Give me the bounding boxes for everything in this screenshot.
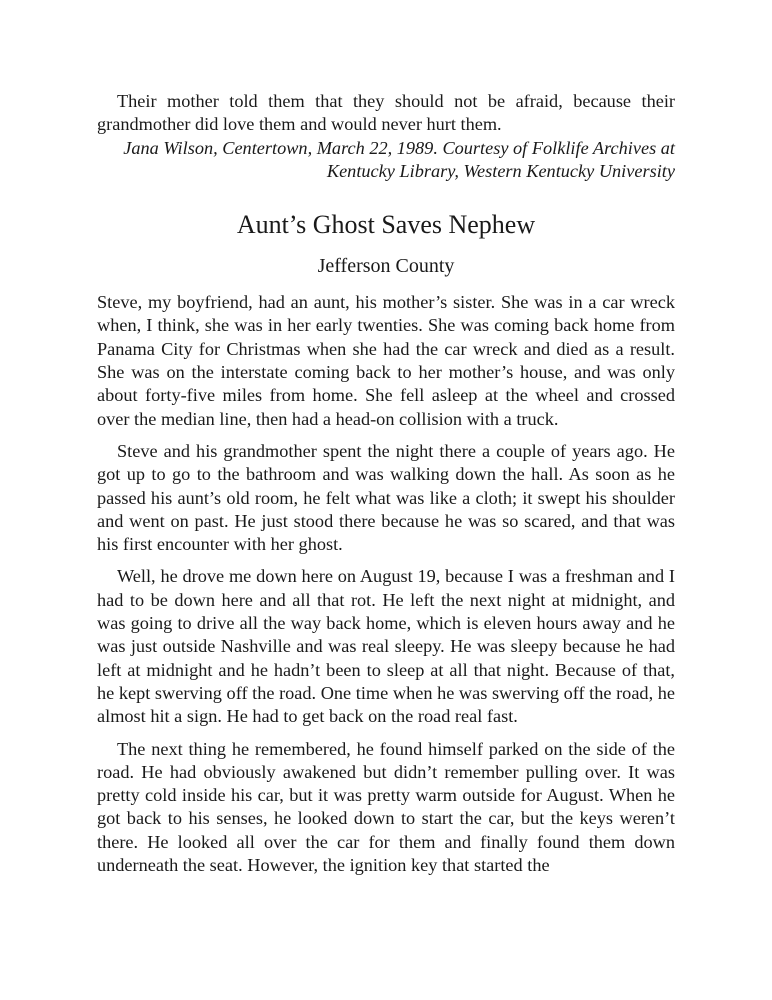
previous-story-closing-paragraph: Their mother told them that they should not be afraid, because their grandmother did love them and would never hurt them.	[97, 91, 675, 135]
story-paragraph: Well, he drove me down here on August 19, because I was a freshman and I had to be down here and all that rot. He left the next night at midnight, and was going to drive all the way back home, which is eleven hours away and he was just outside Nashville and was real sleepy. He was sleepy because he had left at midnight and he hadn’t been to sleep at all that night. Because of that, he kept swerving off the road. One time when he was swerving off the road, he almost hit a sign. He had to get back on the road real fast.	[97, 566, 675, 727]
attribution-line: Jana Wilson, Centertown, March 22, 1989. Courtesy of Folklife Archives at	[123, 137, 675, 158]
attribution-line: Kentucky Library, Western Kentucky University	[326, 160, 675, 181]
story-paragraph: Steve and his grandmother spent the night there a couple of years ago. He got up to go to the bathroom and was walking down the hall. As soon as he passed his aunt’s old room, he felt what was like a cloth; it swept his shoulder and went on past. He just stood there because he was so scared, and that was his first encounter with her ghost.	[97, 440, 675, 555]
story-location: Jefferson County	[317, 255, 455, 278]
story-paragraph: The next thing he remembered, he found himself parked on the side of the road. He had obviously awakened but didn’t remember pulling over. It was pretty cold inside his car, but it was pretty warm outside for August. When he got back to his senses, he looked down to start the car, but the keys weren’t there. He looked all over the car for them and finally found them down underneath the seat. However, the ignition key that started the	[97, 738, 675, 876]
story-paragraph: Steve, my boyfriend, had an aunt, his mother’s sister. She was in a car wreck when, I think, she was in her early twenties. She was coming back home from Panama City for Christmas when she had the car wreck and died as a result. She was on the interstate coming back to her mother’s house, and was only about forty-five miles from home. She fell asleep at the wheel and crossed over the median line, then had a head-on collision with a truck.	[97, 292, 675, 429]
story-body	[97, 291, 675, 877]
book-page	[97, 90, 675, 877]
source-attribution	[97, 137, 675, 184]
story-title: Aunt’s Ghost Saves Nephew	[236, 210, 536, 240]
